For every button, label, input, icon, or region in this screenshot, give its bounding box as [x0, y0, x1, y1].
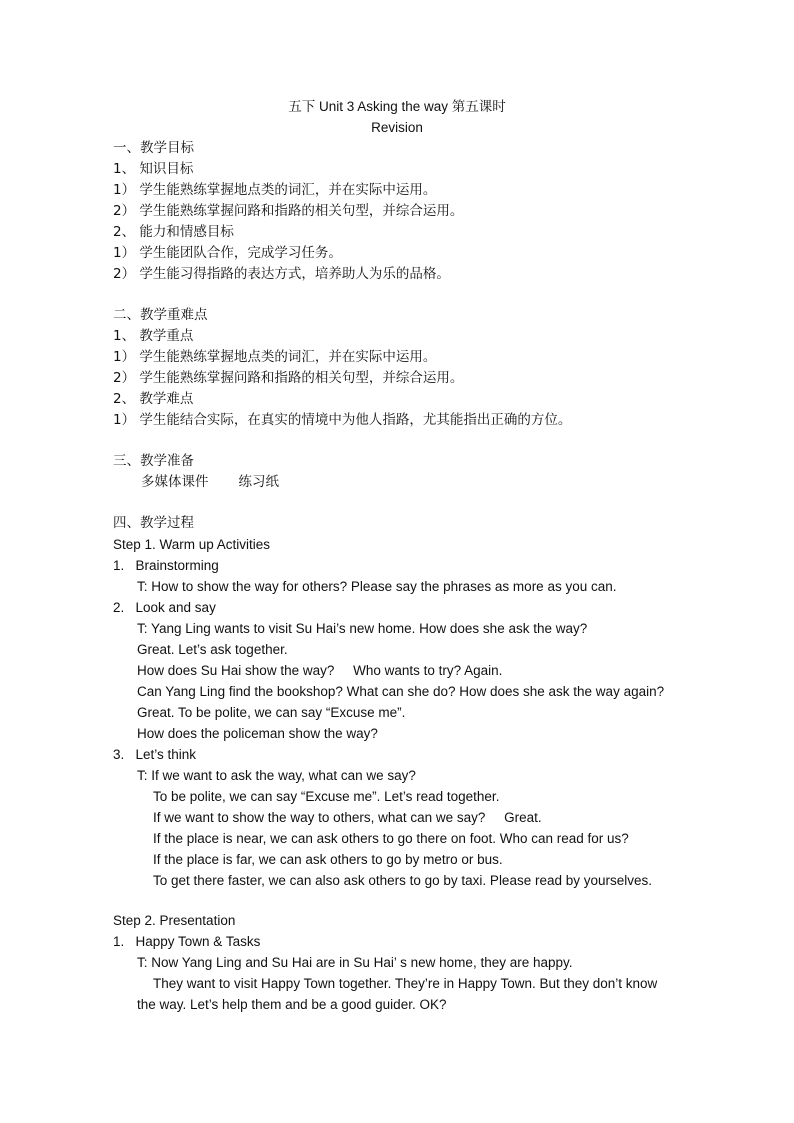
step-line: Great. Let’s ask together. — [137, 642, 288, 657]
document-title: 五下 Unit 3 Asking the way 第五课时 — [288, 99, 506, 114]
step-line: To be polite, we can say “Excuse me”. Let’s read together. — [153, 789, 500, 804]
section-heading-preparation: 三、教学准备 — [113, 453, 194, 469]
list-item: 2） 学生能熟练掌握问路和指路的相关句型，并综合运用。 — [113, 370, 464, 386]
subheading-difficulty: 2、 教学难点 — [113, 391, 194, 407]
step-item-label: 3. Let’s think — [113, 747, 197, 762]
preparation-items: 多媒体课件 练习纸 — [141, 474, 280, 490]
section-heading-process: 四、教学过程 — [113, 515, 194, 531]
step-line: How does the policeman show the way? — [137, 726, 378, 741]
step-line: the way. Let’s help them and be a good guider. OK? — [137, 997, 447, 1012]
step-line: T: How to show the way for others? Please say the phrases as more as you can. — [137, 579, 617, 594]
list-item: 2） 学生能习得指路的表达方式，培养助人为乐的品格。 — [113, 266, 450, 282]
step-line: T: Yang Ling wants to visit Su Hai’s new home. How does she ask the way? — [137, 621, 588, 636]
list-item: 1） 学生能熟练掌握地点类的词汇，并在实际中运用。 — [113, 182, 437, 198]
section-heading-key-points: 二、教学重难点 — [113, 307, 208, 323]
step-line: T: If we want to ask the way, what can we say? — [137, 768, 416, 783]
document-subtitle: Revision — [371, 120, 423, 135]
step-line: If the place is near, we can ask others to go there on foot. Who can read for us? — [153, 831, 629, 846]
step-line: They want to visit Happy Town together. They’re in Happy Town. But they don’t know — [153, 976, 658, 991]
step-line: Great. To be polite, we can say “Excuse me”. — [137, 705, 406, 720]
step-line: How does Su Hai show the way? Who wants to try? Again. — [137, 663, 503, 678]
step-item-label: 2. Look and say — [113, 600, 216, 615]
subheading-ability: 2、 能力和情感目标 — [113, 224, 234, 240]
step-line: If the place is far, we can ask others to go by metro or bus. — [153, 852, 503, 867]
step-line: To get there faster, we can also ask others to go by taxi. Please read by yourselves. — [153, 873, 653, 888]
list-item: 2） 学生能熟练掌握问路和指路的相关句型，并综合运用。 — [113, 203, 464, 219]
step-title: Step 2. Presentation — [113, 913, 236, 928]
step-line: If we want to show the way to others, what can we say? Great. — [153, 810, 542, 825]
step-item-label: 1. Brainstorming — [113, 558, 219, 573]
step-line: Can Yang Ling find the bookshop? What can she do? How does she ask the way again? — [137, 684, 665, 699]
step-line: T: Now Yang Ling and Su Hai are in Su Hai’ s new home, they are happy. — [137, 955, 573, 970]
subheading-knowledge: 1、 知识目标 — [113, 161, 194, 177]
list-item: 1） 学生能熟练掌握地点类的词汇，并在实际中运用。 — [113, 349, 437, 365]
section-heading-objectives: 一、教学目标 — [113, 140, 194, 156]
list-item: 1） 学生能团队合作，完成学习任务。 — [113, 245, 342, 261]
step-item-label: 1. Happy Town & Tasks — [113, 934, 261, 949]
list-item: 1） 学生能结合实际，在真实的情境中为他人指路，尤其能指出正确的方位。 — [113, 412, 572, 428]
step-title: Step 1. Warm up Activities — [113, 537, 271, 552]
subheading-focus: 1、 教学重点 — [113, 328, 194, 344]
